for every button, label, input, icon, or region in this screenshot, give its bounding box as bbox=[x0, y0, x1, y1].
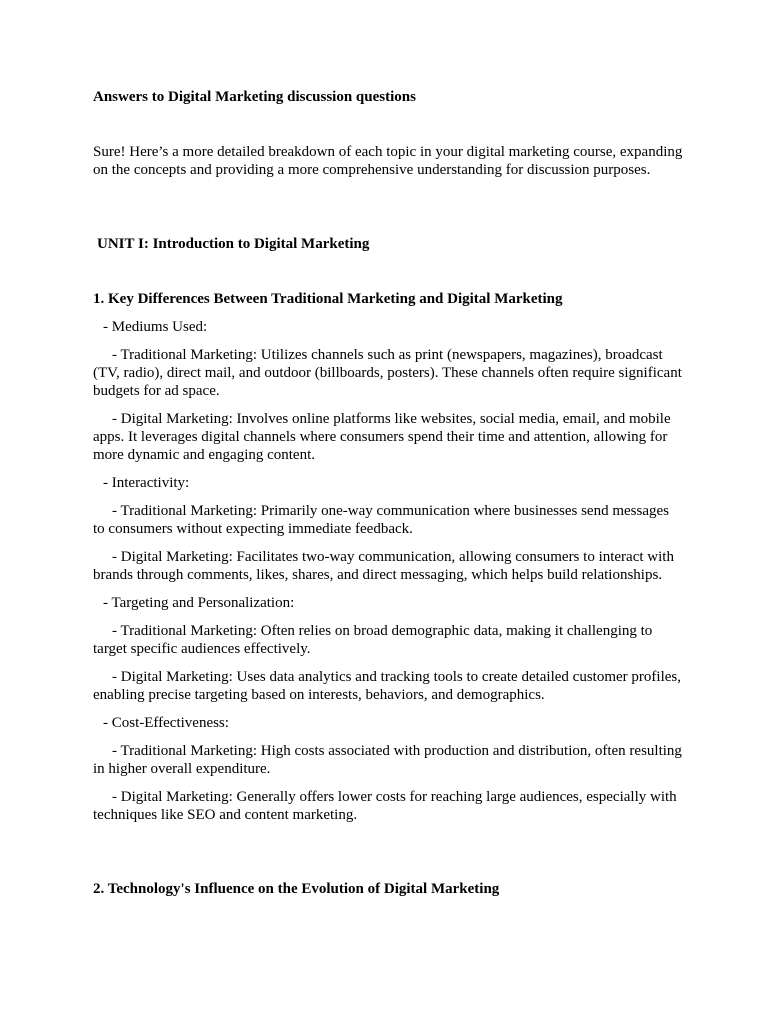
section-1-heading: 1. Key Differences Between Traditional Marketing and Digital Marketing bbox=[93, 291, 563, 307]
intro-paragraph: Sure! Here’s a more detailed breakdown of each topic in your digital marketing course, expanding on the concepts and providing a more comprehensive understanding for discussion purposes. bbox=[93, 144, 683, 178]
mediums-used-label: - Mediums Used: bbox=[103, 319, 208, 335]
section-2-heading: 2. Technology's Influence on the Evolution of Digital Marketing bbox=[93, 881, 500, 897]
mediums-traditional-point: - Traditional Marketing: Utilizes channels such as print (newspapers, magazines), broadcast (TV, radio), direct mail, and outdoor (billboards, posters). These channels often require significant budgets for ad space. bbox=[93, 347, 682, 399]
targeting-digital-point: - Digital Marketing: Uses data analytics and tracking tools to create detailed customer profiles, enabling precise targeting based on interests, behaviors, and demographics. bbox=[93, 669, 681, 703]
cost-traditional-point: - Traditional Marketing: High costs associated with production and distribution, often resulting in higher overall expenditure. bbox=[93, 743, 682, 777]
interactivity-label: - Interactivity: bbox=[103, 475, 190, 491]
targeting-traditional-point: - Traditional Marketing: Often relies on broad demographic data, making it challenging to target specific audiences effectively. bbox=[93, 623, 653, 657]
cost-digital-point: - Digital Marketing: Generally offers lower costs for reaching large audiences, especially with techniques like SEO and content marketing. bbox=[93, 789, 677, 823]
document-title: Answers to Digital Marketing discussion questions bbox=[93, 89, 416, 105]
section-1 bbox=[93, 290, 683, 834]
interactivity-digital-point: - Digital Marketing: Facilitates two-way communication, allowing consumers to interact with brands through comments, likes, shares, and direct messaging, which helps build relationships. bbox=[93, 549, 674, 583]
interactivity-traditional-point: - Traditional Marketing: Primarily one-way communication where businesses send messages to consumers without expecting immediate feedback. bbox=[93, 503, 669, 537]
unit-heading: UNIT I: Introduction to Digital Marketing bbox=[97, 236, 370, 252]
cost-effectiveness-label: - Cost-Effectiveness: bbox=[103, 715, 229, 731]
mediums-digital-point: - Digital Marketing: Involves online platforms like websites, social media, email, and mobile apps. It leverages digital channels where consumers spend their time and attention, allowing for more dynamic and engaging content. bbox=[93, 411, 671, 463]
targeting-label: - Targeting and Personalization: bbox=[103, 595, 295, 611]
